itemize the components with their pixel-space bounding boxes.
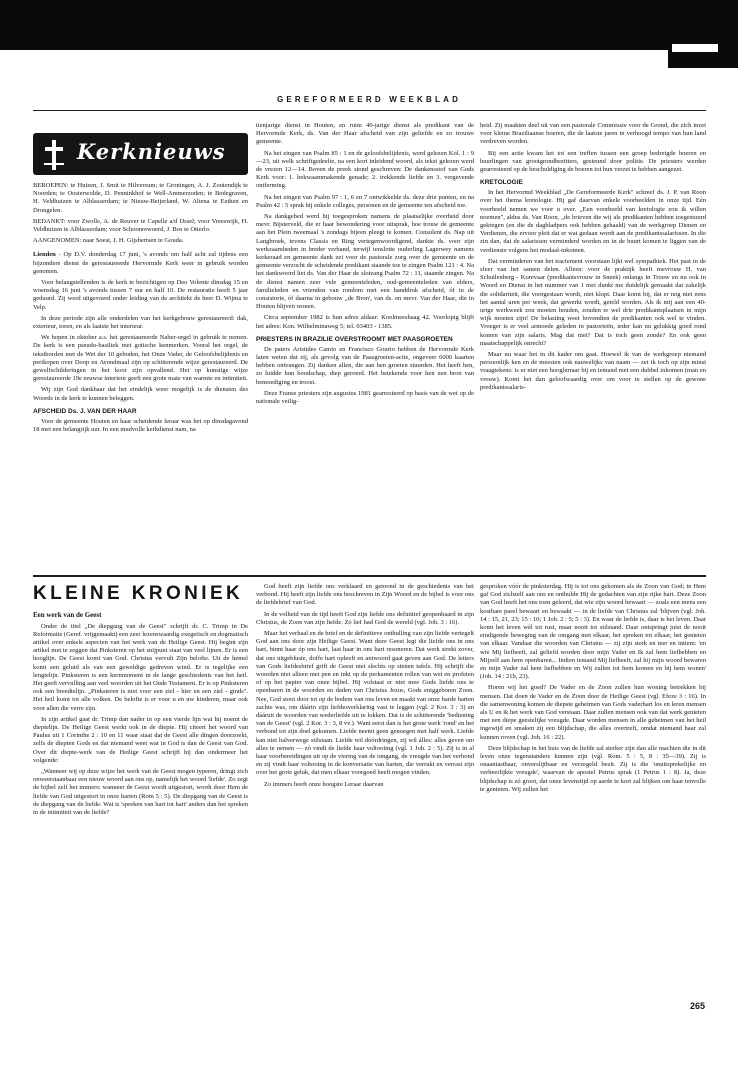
kretologie-heading: KRETOLOGIE [480, 179, 523, 187]
kroniek-quote-8: Deze blijdschap in het huis van de liefde zal sterker zijn dan alle machten die in dit leven onze tegenstanders kunnen zijn (vgl. Rom. 5 : 5, 8 : 35—39). Zij is onaantastbaar, onverslijtbaar en verzegeld bezit. Zij is die 'onuitsprekelijke en verheerlijkte vreugde', waarvan de apostel Petrus sprak (1 Petrus 1 : 8). Ja, deze blijdschap is zó groot, dat onze levenstijd op aarde te kort zal blijken om haar tenvolle te genieten. Wij zullen het [480, 744, 706, 793]
kleine-kroniek-title: KLEINE KRONIEK [33, 583, 244, 604]
priesters-paragraph-4: Bij een actie kwam het tot een treffen tussen een groep bedreigde boeren en huurlingen van grootgrondbezitters, gesteund door politie. De priesters werden gearresteerd op de beschuldiging de boeren tot hun verzet te hebben aangezet. [480, 149, 706, 174]
priesters-paragraph-3: heid. Zij maakten deel uit van een pastorale Commissie voor de Grond, die zich inzet voor kleine Braziliaanse boeren, die de laatste jaren in verhoogd tempo van hun land verdreven worden. [480, 122, 706, 146]
aangenomen-paragraph: AANGENOMEN: naar Soest, J. H. Gijsbertsen te Gouda. [33, 237, 184, 245]
lienden-paragraph-4: We hopen in oktober a.s. het gerestaureerde Naber-orgel in gebruik te nemen. De kerk is een pseudo-basiliek met gotische kenmerken. Vooral het orgel, de tekstborden met de Wet der 10 geboden, het Onze Vader, de Geloofsbelijdenis en perikopen over Doop en Avondmaal zijn op schitterende wijze gerestaureerd. De gewelfschilderingen in het koor zijn opvallend. Het op kunstige wijze gerestaureerde 19e eeuwse interieur geeft een grote mate van warmte en intimiteit. [33, 334, 248, 383]
kroniek-quote-2: God heeft zijn liefde ons verklaard en getoond in de geschiedenis van het verbond. Hij heeft zijn liefde ons beschreven in Zijn Woord en de bijbel is voor ons de liefdebrief van God. [256, 583, 474, 607]
page-header-title: GEREFORMEERD WEEKBLAD [276, 95, 462, 104]
lienden-place: Lienden [33, 251, 56, 259]
kerknieuws-logo [33, 133, 248, 175]
lienden-paragraph-1 [33, 251, 248, 276]
section-divider [33, 575, 706, 577]
afscheid-heading: AFSCHEID Ds. J. VAN DER HAAR [33, 407, 137, 415]
bedankt-paragraph: BEDANKT: voor Zwolle, A. de Reuver te Capelle a/d IJssel; voor Vreeswijk, H. Veldhuizen te Alblasserdam; voor Schoonrewoerd, J. Bos te Otterlo. [33, 217, 248, 234]
beroepen-paragraph: BEROEPEN: te Huizen, J. Smit te Hilversum; te Groningen, A. J. Zoutendijk te Noorden; te Oosterwolde, D. Penninkhof te Well-Ammerzoden; te Bodegraven, H. Veldhuizen te Alblasserdam; te Nieuw-Beijerland, W. Altena te Eethen en Drongelen. [33, 182, 248, 214]
kroniek-quote-3: In de volheid van de tijd heeft God zijn liefde ons definitief geopenbaard in zijn Christus, de Zoon van zijn liefde. Zo lief had God de wereld (vgl. Joh. 3 : 16). [256, 610, 474, 626]
afscheid-paragraph-2: tienjarige dienst in Houten, en ruim 40-jarige dienst als predikant van de Hervormde Kerk, ds. Van der Haar afscheid van zijn geliefde en zo trouwe gemeente. [256, 122, 474, 146]
lienden-paragraph-3: In deze periode zijn alle onderdelen van het kerkgebouw gerestaureerd: dak, exterieur, toren, en als laatste het interieur. [33, 314, 248, 331]
kretologie-paragraph-1: In het Hervormd Weekblad „De Gereformeerde Kerk" schreef ds. J. P. van Roon over het thema kretologie. Hij gaf daarvan enkele voorbeelden in onze tijd. Eén voorbeeld nemen we voor u over. „Een voorbeeld van kretologie zou ik willen noemen", aldus ds. Van Roon, „de brieven die wij als predikanten hebben toegestuurd gekregen (en die de dagbladpers ook hebben gehaald) van de werkgroep Dienen en Verdienen, die ervoor pleit dat er wat gedaan wordt aan de predikantssalarissen. In die zin dan, dat de salarissen verminderd worden en in de buurt komen te liggen van de verdienste volgens het modaal-inkomen. [480, 189, 706, 254]
kroniek-paragraph-1: Onder de titel „De diepgang van de Geest" schrijft dr. C. Trimp in De Reformatie (Geref. vrijgemaakt) een zeer lezenswaardig exegetisch en dogmatisch artikel over enkele aspecten van het werk van de Heilige Geest. Hij begint zijn artikel met te zeggen dat Pinksteren op het snijpunt staat van veel lijnen. Er is een hooglijn. De Geest komt van God. Christus vervult Zijn belofte. Uit de hemel komt een geluid als van een geweldige gedreven wind. Er is tegelijke een lengtelijn. Pinksteren is een kernmoment in de lange geschiedenis van het heil. Het geeft vervulling aan veel woorden uit het Oude Testament. Er is op Pinksteren ook een breedtelijn. „Pinksteren is niet voor een ziel - hier en een ziel - ginds". Het heil komt tot alle volken. De belofte is er voor u en uw kinderen, maar ook voor allen die verre zijn. [33, 622, 248, 712]
priesters-heading: PRIESTERS IN BRAZILIE OVERSTROOMT MET PAASGROETEN [256, 335, 453, 343]
church-cross-icon [41, 139, 67, 171]
kroniek-quote-1: „Wanneer wij op deze wijze het werk van de Geest mogen typeren, dringt zich onweerstaanbaar een nieuw woord aan ons op, namelijk het woord 'liefde'. Zo zegt de bijbel zelf het immers: wanneer de Geest wordt uitgestort, wordt door Hem de liefde van God uitgestort in onze harten (Rom 5 : 5). De diepgang van de Geest is de diepgang van de liefde. Wat is 'spreken van hart tot hart' anders dan het spreken in de intimiteit van de liefde? [33, 767, 248, 816]
kerknieuws-logo-text: Kerknieuws [77, 139, 226, 164]
kroniek-column-2 [256, 583, 474, 792]
kroniek-quote-5: Zo immers heeft onze hoogste Leraar daarvan [264, 780, 384, 788]
kretologie-paragraph-2: Dat verminderen van het tractement voorstaan lijkt wel sympathiek. Het past in de sfeer van het samen delen. Alleen: voor de praktijk heeft mevrouw H. van Schuilenberg - Korevaar (predikantsvrouw in Sneek) onlangs in Trouw en nu ook in Woord en Dienst in het nummer van 1 mei dunkt me duidelijk gemaakt dat zakelijk die solidariteit, die voorgestaan wordt, niet klopt. Daar komt bij, dat er nog niet eens het aantal uren per week, dat gewerkt wordt, geteld worden. Als ik mij aan een 40-urige werkweek zou moeten houden, zouden er wel drie predikantsplaatsen in mijn wijk moeten zijn! De belasting weet bovendien de predikanten ook wel te vinden. Vroeger is er veel armoede geleden in pastorieën, ieder kan nu gelukkig goed rond komen van zijn salaris. Mag dat niet? Dat is toch geen zonde? En ook geen maatschappelijk onrecht? [480, 257, 706, 347]
kerknieuws-column-1 [33, 182, 248, 437]
kroniek-column-1 [33, 609, 248, 820]
priesters-paragraph-1: De paters Aristides Camio en Francisco Gourio hebben de Hervormde Kerk laten weten dat zij, als gevolg van de Paasgroeten-actie, ongeveer 6000 kaarten hebben ontvangen. Zij danken allen, die aan hen groeten stuurden. Het heeft hen, zo luidde hun boodschap, diep geroerd. Het betekende voor hen een bron van bemoediging en troost. [256, 345, 474, 386]
kroniek-paragraph-2: In zijn artikel gaat dr. Trimp dan nader in op een vierde lijn wat hij noemt de dieptelijn. De Heilige Geest werkt ook in de diepte. Hij citeert het woord van Paulus uit 1 Corinthe 2 : 10 en 11 waar staat dat de Geest alle dingen doorzoekt, zelfs de diepten Gods en dat niemand weet wat in God is dan de Geest van God. Over dit diepte-werk van de Heilige Geest schrijft hij dan ondermeer het volgende: [33, 715, 248, 764]
afscheid-paragraph-3: Na het zingen van Psalm 85 : 1 en de geloofsbelijdenis, werd gelezen Kol. 1 : 9—23, uit welk schriftgedeelte, na een kort inleidend woord, als tekst gelezen werd de vrezen 12—14. Boven de preek stond geschreven: De dankensstof van Gods Kerk voor: 1. bekwaammakende genade; 2. trekkende liefde en 3. vergevende ontferming. [256, 149, 474, 190]
kerknieuws-column-3 [480, 122, 706, 395]
kroniek-quote-7: Horen wij het goed? De Vader en de Zoon zullen hun woning betrekken bij mensen. Dat doen de Vader en de Zoon door de Heilige Geest (vgl. Efeze 3 : 16). In die samenwoning komen de diepste geheimen van Gods vaderhart los en leren mensen als U en ik het werk van God verstaan. Daar zullen mensen ook van dat werk genieten met een diepe geestelijke vreugde. Daar worden mensen in alle geheimen van het heil ingewijd en smaken zij een blijdschap, die alles overtreft, omdat niemand haar zal kunnen roven (vgl. Joh. 16 : 22). [480, 684, 706, 741]
kroniek-quote-4: Maar het verhaal en de brief en de definitieve onthulling van zijn liefde vertegelt God aan ons door zijn Heilige Geest. Want deze Geest legt die liefde ons in ons hart, binnt haar óp ons hart, laat haar in ons hart resoneren. Dat werk strekt zover, dat ons uitgebluste, doffe hart opleeft en antwoord gaat geven aan God. De letters van Gods liefdesbrief grift de Geest niet slechts op stenen tafels. Hij schrijft die woorden niet alleen met pen en inkt op de perkamenten rollen van wet en profeten of op het papier van onze bijbel. Hij volstaat er niet mee Gods liefde ons te openbaren in de woorden en daden van Christus Jezus, Gods eniggeboren Zoon. Nee, God stoot door tot op de bodem van ons leven en maakt van onze harde harten zachte was, om dáárin zijn liefdesverklaring vast te leggen (vgl. 2 Kor. 3 : 3) en dááruit de woorden van wederliefde uit te lokken. Dat is de schitterende 'bediening van de Geest' (vgl. 2 Kor. 3 : 3, 8 vv.). Want eerst dan is het grote werk 'rond' en het verbond tot zijn doel gekomen. Liefde neemt geen genoegen met half werk. Liefde kan niet halverwege stilstaan. Liefde wil dóórdringen, zij wil álles: alles geven om alles te nemen — zó vindt de liefde haar voltooiing (vgl. 1 Joh. 2 : 5). Zij is in al haar voorbereidingen uit op de viering van de omgang, de vreugde van het verbond en zij vindt haar voltooing in de konversatie van harten, die verrukt en verrast zijn over het grote geluk, dat men elkaar voorgoed heeft mogen vinden. [256, 630, 474, 777]
page-number: 265 [690, 1001, 706, 1011]
afscheid-paragraph-6: Circa september 1982 is hun adres aldaar: Koolmeeshaag 42. Voorlopig blijft het adres: Kon. Wilhelminaweg 5; tel. 03403 - 1385. [256, 314, 474, 330]
kretologie-paragraph-3: Maar nu waar het in dit kader om gaat. Hoewel ik van de werkgroep niemand persoonlijk ken en de meesten ook nauwelijks van naam — zet ik toch op zijn minst vraagtekens: is er niet een hooglerraar bij en iemand met een dubbel inkomen (man en vrouw). Komt het dan geloofwaardig over om voor te stellen op de gewone predikantssalaris- [480, 351, 706, 391]
priesters-paragraph-2: Deze Franse priesters zijn augustus 1981 gearresteerd op basis van de wet op de nationale veilig- [256, 389, 474, 406]
afscheid-paragraph-4: Na het zingen van Psalm 97 : 1, 6 en 7 ontwikkelde ds. deze drie punten, en na Psalm 42 : 5 sprak hij enkele colleges, personen en de gemeente ten afscheid toe. [256, 193, 474, 209]
kroniek-quote-6: gesproken vóór de pinksterdag. Hij is tot ons gekomen als de Zoon van God; in Hem gaf God zichzelf aan ons en onthulde Hij de gedachten van zijn rijke hart. Deze Zoon van God heeft het ons toen geleerd, dat wie zijn woord bewaart — zoals een mens een kostbare parel bewaart en bewaakt — in de liefde van Christus zal 'blijven (vgl. Joh. 14 : 15, 21, 23; 15 : 10; 1 Joh. 2 : 5; 5 : 3). En waar de liefde is, daar is het leven. Daar komt het leven wèl tot rust, maar nooit tot stilstand. Daar ontspringt juist de nooit eindigende beweging van de omgang met elkaar, het spreken tot elkaar, het genieten van elkaar. Vandaar die woorden van Christus — zij zijn sterk en teer en intiem: 'en wie Mij liefheeft, zal geliefd worden door mijn Vader en Ik zal hem liefhebben en Mijzelf aan hem openbaren... Indien iemand Mij liefheeft, zal hij mijn woord bewaren en mijn Vader zal hem liefhebben en Wij zullen tot hem komen en bij hem wonen' (Joh. 14 : 21b, 23). [480, 583, 706, 681]
afscheid-paragraph-5: Na dankgebed werd hij toegesproken namens de plaatselijke overheid door mevr. Bijsterveld, die er haar bewondering voor uitsprak, hoe trouw de gemeente aan het Plein tweemaal 's zondags bijeen pleegt te komen. Consulent ds. Nap uit Langbroek, tevens Classis en Ring vertegenwoordigend, dankte ds. voor zijn werkzaamheden in breder verband, terwijl tenslotte ouderling Lagerwey namens kerkeraad en gemeente dank zei voor de pastorale zorg over de gemeente en de gemeente verzocht de scheidende predikant staande toe te zingen Psalm 121 : 4. Na het dankwoord liet ds. Van der Haar de slotzang Psalm 72 : 11, staande zingen. Na de dienst namen zeer vele gemeenteleden, oud-gemeenteleden van elders, familieleden en vrienden van rondom met een handdruk afscheid, óf in de consistorie, óf daarna in gebouw „de Bron', van ds. en mevr. Van der Haar, die in Houten blijven wonen. [256, 213, 474, 311]
afscheid-paragraph-1: Voor de gemeente Houten en haar scheidende leraar was het op dinsdagavond 18 mei een belangrijk uur. In een mudvolle kerkdienst nam, na [33, 417, 248, 434]
header-rule [33, 110, 706, 111]
kroniek-subtitle: Een werk van de Geest [33, 611, 102, 619]
scan-top-border [0, 0, 738, 50]
scan-corner-mark [668, 38, 738, 68]
kerknieuws-column-2 [256, 122, 474, 409]
lienden-paragraph-2: Voor belangstellenden is de kerk te bezichtigen op Deo Volente dinsdag 15 en woensdag 16 juni 's avonds tussen 7 uur en half 10. De restauratie heeft 5 jaar geduurd. Zij werd uitgevoerd onder leiding van de architekt de heer D. Wijma te Velp. [33, 279, 248, 311]
lienden-paragraph-5: Wij zijn God dankbaar dat het eindelijk weer mogelijk is de diensten des Woords in de kerk te kunnen beleggen. [33, 386, 248, 402]
lienden-text-1: - Op D.V. donderdag 17 juni, 's avonds om half acht zal tijdens een bijzondere dienst de gerestaureerde Hervormde Kerk weer in gebruik worden genomen. [33, 251, 248, 275]
kroniek-column-3 [480, 583, 706, 797]
